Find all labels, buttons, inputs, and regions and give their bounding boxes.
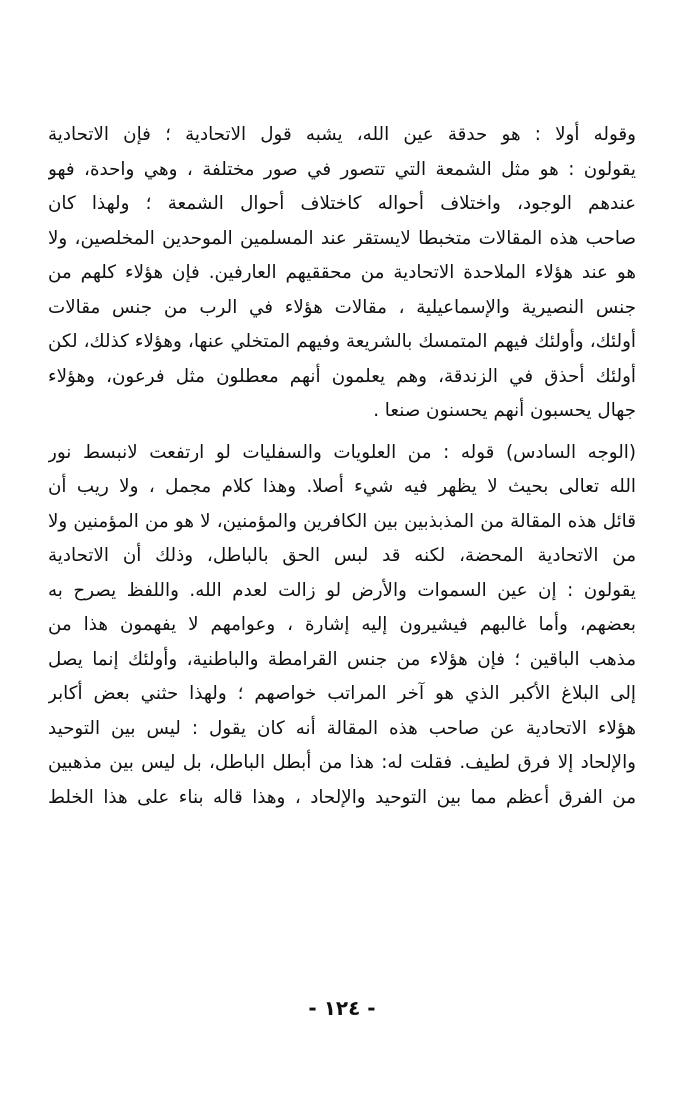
paragraph-2: [48, 436, 636, 816]
text-line: وقوله أولا : هو حدقة عين الله، يشبه قول الاتحادية ؛ فإن الاتحادية: [48, 124, 636, 145]
text-line: صاحب هذه المقالات متخبطا لايستقر عند المسلمين الموحدين المخلصين، ولا: [48, 227, 636, 249]
text-line: جهال يحسبون أنهم يحسنون صنعا .: [373, 400, 636, 421]
text-line: من الفرق أعظم مما بين التوحيد والإلحاد ، وهذا قاله بناء على هذا الخلط: [48, 786, 636, 808]
text-line: (الوجه السادس) قوله : من العلويات والسفليات لو ارتفعت لانبسط نور: [48, 441, 636, 463]
text-line: يقولون : إن عين السموات والأرض لو زالت لعدم الله. واللفظ يصرح به: [48, 579, 636, 601]
text-line: إلى البلاغ الأكبر الذي هو آخر المراتب خواصهم ؛ ولهذا حثني بعض أكابر: [48, 683, 636, 704]
page-number: - ١٢٤ -: [308, 996, 376, 1020]
text-line: مذهب الباقين ؛ فإن هؤلاء من جنس القرامطة والباطنية، وأولئك إنما يصل: [48, 648, 636, 670]
text-line: والإلحاد إلا فرق لطيف. فقلت له: هذا من أبطل الباطل، بل ليس بين مذهبين: [48, 752, 636, 773]
text-line: أولئك، وأولئك فيهم المتمسك بالشريعة وفيهم المتخلي عنها، وهؤلاء كذلك، لكن: [48, 331, 636, 352]
paragraph-1: [48, 118, 636, 429]
text-line: هو عند هؤلاء الملاحدة الاتحادية من محققيهم العارفين. فإن هؤلاء كلهم من: [48, 262, 636, 283]
text-line: جنس النصيرية والإسماعيلية ، مقالات هؤلاء في الرب من جنس مقالات: [48, 296, 636, 318]
text-line: الله تعالى بحيث لا يظهر فيه شيء أصلا. وهذا كلام مجمل ، ولا ريب أن: [48, 476, 636, 497]
text-line: أولئك أحذق في الزندقة، وهم يعلمون أنهم معطلون مثل فرعون، وهؤلاء: [48, 365, 636, 387]
text-line: عندهم الوجود، واختلاف أحواله كاختلاف أحوال الشمعة ؛ ولهذا كان: [48, 193, 636, 214]
text-line: قائل هذه المقالة من المذبذبين بين الكافرين والمؤمنين، لا هو من المؤمنين ولا: [48, 510, 636, 532]
text-line: بعضهم، وأما غالبهم فيشيرون إليه إشارة ، وعوامهم لا يفهمون هذا من: [48, 614, 636, 635]
text-line: يقولون : هو مثل الشمعة التي تتصور في صور مختلفة ، وهي واحدة، فهو: [48, 158, 636, 180]
text-line: هؤلاء الاتحادية عن صاحب هذه المقالة أنه كان يقول : ليس بين التوحيد: [48, 717, 636, 739]
paragraph-gap: [48, 429, 636, 436]
text-line: من الاتحادية المحضة، لكنه قد لبس الحق بالباطل، وذلك أن الاتحادية: [48, 545, 636, 566]
